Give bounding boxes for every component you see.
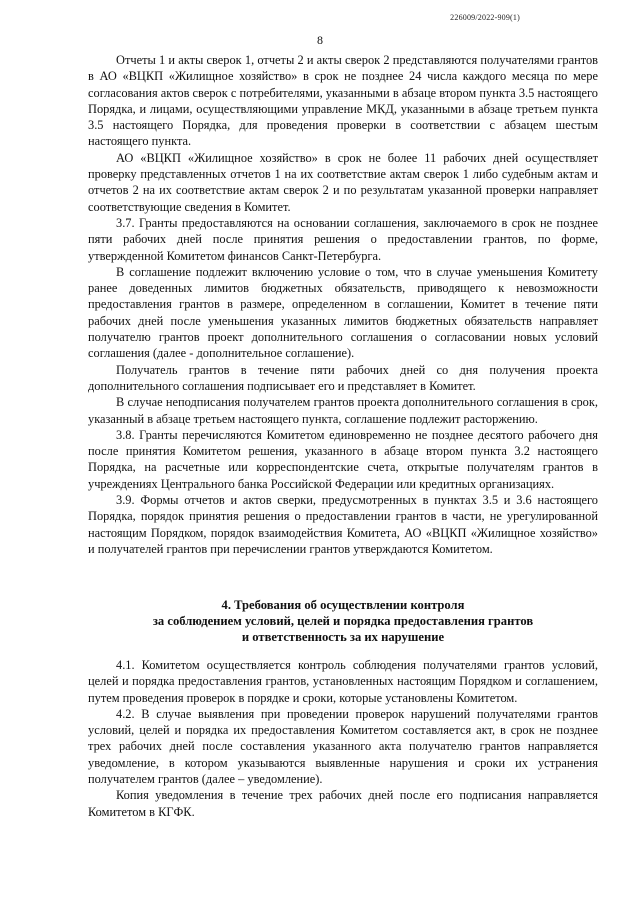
section4-body: [88, 657, 598, 820]
paragraph: Копия уведомления в течение трех рабочих дней после его подписания направляется Комитетом в КГФК.: [88, 788, 598, 819]
document-registration-number: 226009/2022-909(1): [450, 13, 520, 22]
paragraph: Отчеты 1 и акты сверок 1, отчеты 2 и акты сверок 2 представляются получателями грантов в АО «ВЦКП «Жилищное хозяйство» в срок не позднее 24 числа каждого месяца по мере согласования актов сверок с потребителями, указанными в абзаце втором пункта 3.5 настоящего Порядка, и лицами, осуществляющими управление МКД, указанными в абзаце третьем пункта 3.5 настоящего Порядка, для проведения проверки в соответствии с абзацем шестым настоящего пункта.: [88, 53, 598, 149]
paragraph: В соглашение подлежит включению условие о том, что в случае уменьшения Комитету ранее доведенных лимитов бюджетных обязательств, приводящего к невозможности предоставления грантов в размере, определенном в соглашении, Комитет в течение пяти рабочих дней после уменьшения указанных лимитов бюджетных обязательств направляет получателю грантов проект дополнительного соглашения о согласовании новых условий соглашения (далее - дополнительное соглашение).: [88, 264, 598, 361]
section4-title-line: за соблюдением условий, целей и порядка предоставления грантов: [152, 614, 534, 628]
paragraph: Получатель грантов в течение пяти рабочих дней со дня получения проекта дополнительного соглашения подписывает его и представляет в Комитет.: [88, 362, 598, 393]
paragraph: 3.8. Гранты перечисляются Комитетом единовременно не позднее десятого рабочего дня после принятия Комитетом решения, указанного в абзаце втором пункта 3.2 настоящего Порядка, на расчетные или корреспондентские счета, открытые получателям грантов в учреждениях Центрального банка Российской Федерации или кредитных организациях.: [88, 427, 598, 491]
section4-title-line: 4. Требования об осуществлении контроля: [221, 598, 465, 612]
paragraph: 4.2. В случае выявления при проведении проверок нарушений получателями грантов условий, целей и порядка их предоставления Комитетом составляется акт, в срок не позднее трех рабочих дней после составления указанного акта получателю грантов направляется уведомление, в котором указываются выявленные нарушения и сроки их устранения получателем грантов (далее – уведомление).: [88, 706, 598, 787]
paragraph: 4.1. Комитетом осуществляется контроль соблюдения получателями грантов условий, целей и порядка предоставления грантов, установленных настоящим Порядком и соглашением, путем проведения проверок в порядке и сроки, которые установлены Комитетом.: [88, 658, 598, 705]
paragraph: 3.9. Формы отчетов и актов сверки, предусмотренных в пунктах 3.5 и 3.6 настоящего Порядка, порядок принятия решения о предоставлении грантов в части, не урегулированной настоящим Порядком, порядок взаимодействия Комитета, АО «ВЦКП «Жилищное хозяйство» и получателей грантов при перечислении грантов утверждаются Комитетом.: [88, 493, 598, 556]
section4-title-line: и ответственность за их нарушение: [241, 630, 445, 644]
section4-heading: [88, 597, 598, 645]
paragraph: В случае неподписания получателем грантов проекта дополнительного соглашения в срок, указанный в абзаце третьем настоящего пункта, соглашение подлежит расторжению.: [88, 395, 598, 426]
paragraph: 3.7. Гранты предоставляются на основании соглашения, заключаемого в срок не позднее пяти рабочих дней после принятия решения о предоставлении грантов, по форме, утвержденной Комитетом финансов Санкт-Петербурга.: [88, 215, 598, 263]
paragraph: АО «ВЦКП «Жилищное хозяйство» в срок не более 11 рабочих дней осуществляет проверку представленных отчетов 1 на их соответствие актам сверок 1 либо судебным актам и отчетов 2 на их соответствие актам сверок 2 и по результатам указанной проверки направляет соответствующие сведения в Комитет.: [88, 150, 598, 214]
page-number: 8: [317, 33, 323, 47]
section3-body: [88, 52, 598, 557]
